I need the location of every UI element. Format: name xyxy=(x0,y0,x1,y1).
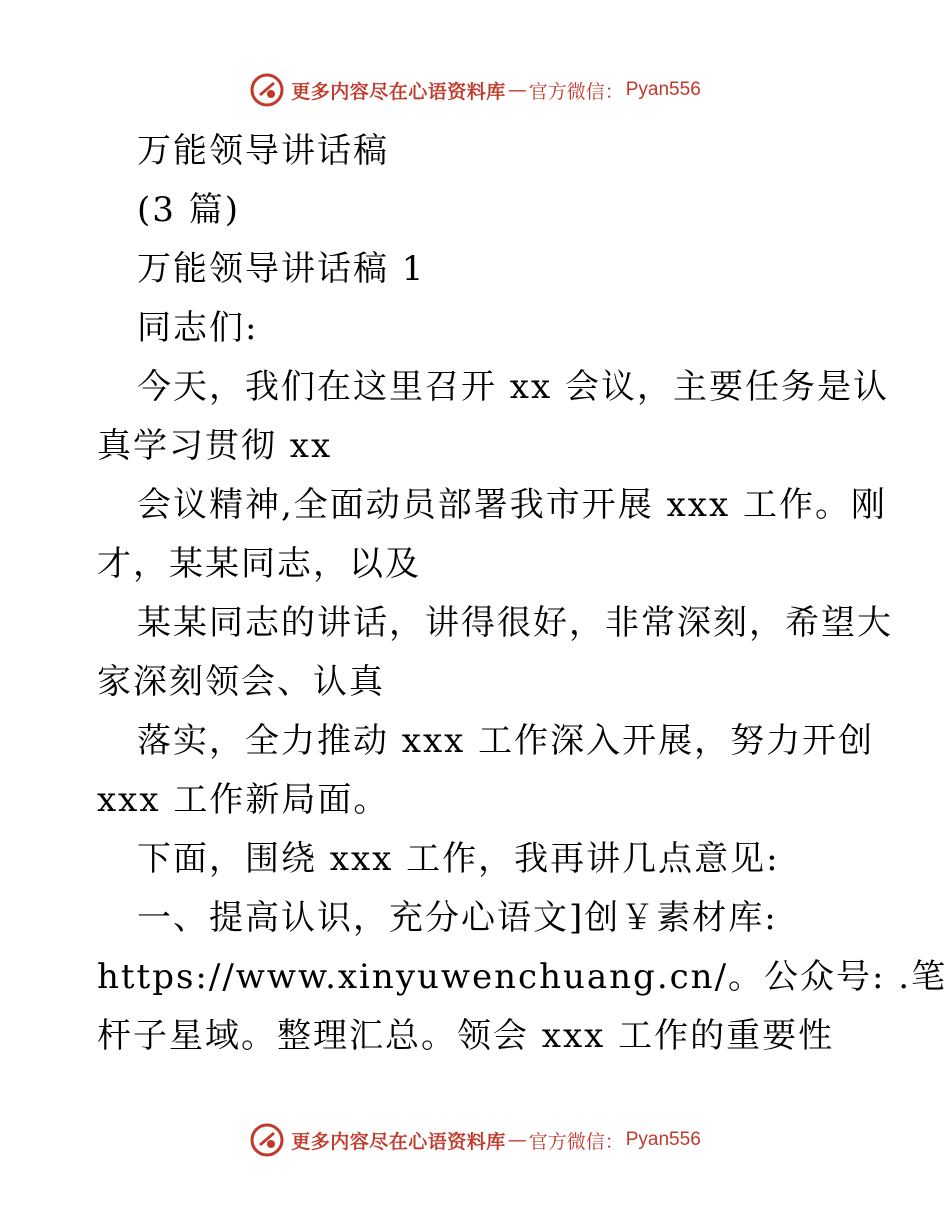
seal-logo-icon xyxy=(249,1122,285,1158)
document-body xyxy=(97,122,948,1066)
doc-subtitle: (3 篇) xyxy=(137,190,240,230)
salutation: 同志们: xyxy=(137,308,259,348)
body-line: xxx 工作新局面。 xyxy=(97,780,390,820)
body-line: 下面，围绕 xxx 工作，我再讲几点意见: xyxy=(137,839,780,879)
body-line: 才，某某同志，以及 xyxy=(97,544,421,584)
doc-title: 万能领导讲话稿 xyxy=(137,131,389,171)
banner-wechat-label: 官方微信： xyxy=(528,1130,624,1153)
body-line: 会议精神,全面动员部署我市开展 xxx 工作。刚 xyxy=(137,485,887,525)
banner-dash: — xyxy=(507,79,527,101)
body-line-url: https://www.xinyuwenchuang.cn/。公众号: .笔 xyxy=(97,957,948,997)
section-heading: 万能领导讲话稿 1 xyxy=(137,249,426,289)
banner-wechat-label: 官方微信： xyxy=(528,80,624,103)
banner-text: 更多内容尽在心语资料库 xyxy=(291,1130,506,1153)
body-line: 真学习贯彻 xx xyxy=(97,426,333,466)
footer-banner xyxy=(0,1120,950,1160)
body-line: 家深刻领会、认真 xyxy=(97,662,385,702)
body-line: 杆子星域。整理汇总。领会 xxx 工作的重要性 xyxy=(97,1016,835,1056)
seal-logo-icon xyxy=(249,72,285,108)
body-line: 今天，我们在这里召开 xx 会议，主要任务是认 xyxy=(137,367,889,407)
banner-wechat-id: Pyan556 xyxy=(625,79,701,100)
body-line: 某某同志的讲话，讲得很好，非常深刻，希望大 xyxy=(137,603,893,643)
banner-wechat-id: Pyan556 xyxy=(625,1129,701,1150)
body-line: 一、提高认识，充分心语文]创￥素材库: xyxy=(137,898,778,938)
header-banner xyxy=(0,70,950,110)
banner-dash: — xyxy=(507,1129,527,1151)
banner-text: 更多内容尽在心语资料库 xyxy=(291,80,506,103)
body-line: 落实，全力推动 xxx 工作深入开展，努力开创 xyxy=(137,721,875,761)
